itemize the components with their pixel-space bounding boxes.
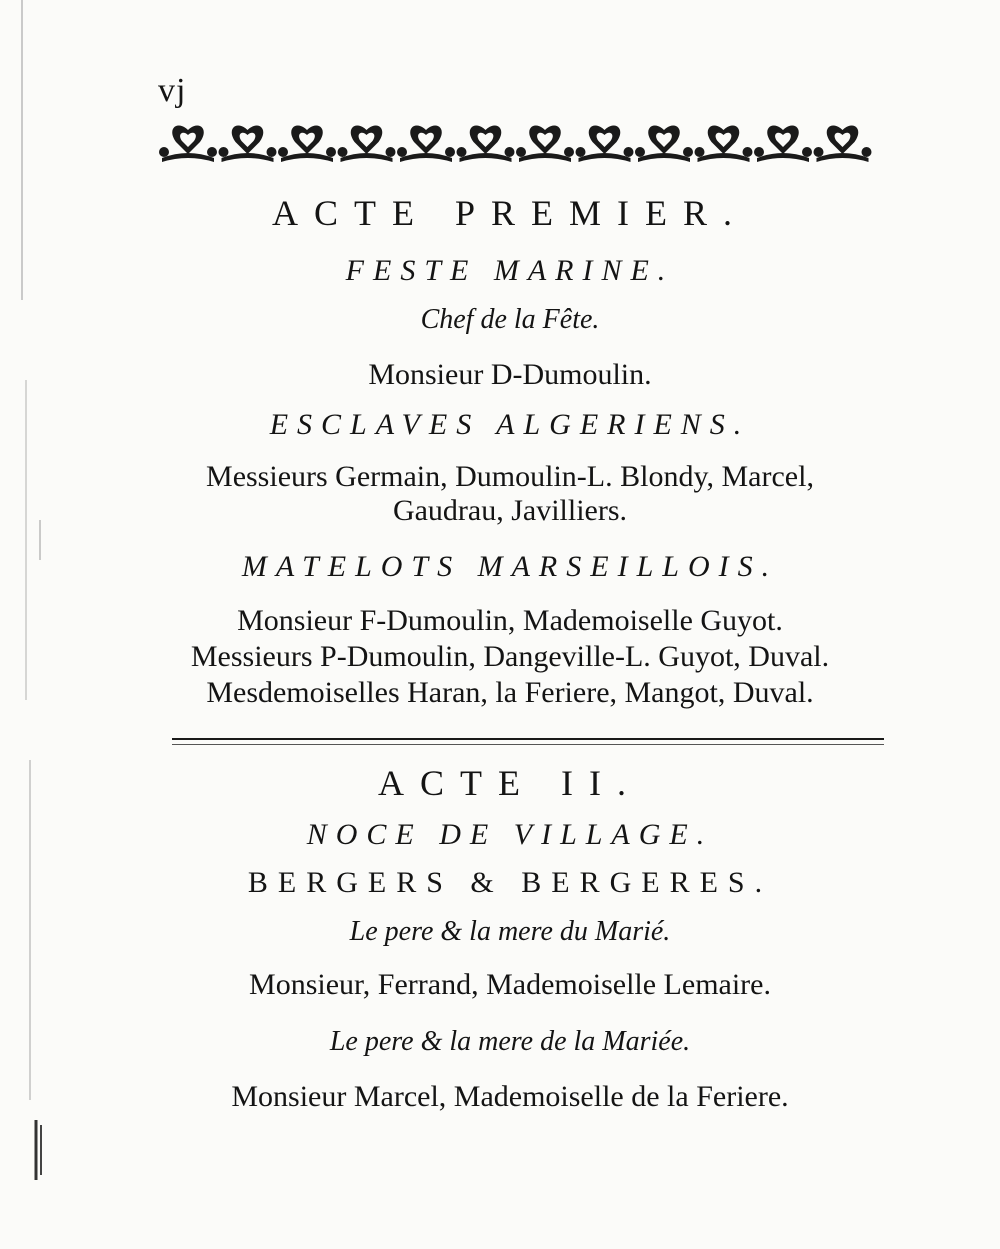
parents-groom-heading: Le pere & la mere du Marié.: [349, 916, 671, 947]
fleuron-motif: [576, 126, 634, 162]
fleuron-ornament-band: [158, 120, 872, 166]
act-1-title: ACTE PREMIER.: [271, 193, 748, 233]
fleuron-motif: [219, 126, 277, 162]
fleuron-motif: [814, 126, 872, 162]
matelots-line-2: Messieurs P-Dumoulin, Dangeville-L. Guyot, Duval.: [190, 640, 830, 673]
parents-groom-names: Monsieur, Ferrand, Mademoiselle Lemaire.: [249, 968, 771, 1001]
fleuron-motif: [635, 126, 693, 162]
esclaves-line-1: Messieurs Germain, Dumoulin-L. Blondy, Marcel,: [206, 460, 814, 493]
fleuron-motif: [278, 126, 336, 162]
section-divider: [172, 738, 884, 740]
act-2-title: ACTE II.: [378, 763, 642, 803]
fleuron-motif: [457, 126, 515, 162]
esclaves-line-2: Gaudrau, Javilliers.: [392, 494, 628, 527]
matelots-line-1: Monsieur F-Dumoulin, Mademoiselle Guyot.: [237, 604, 783, 637]
chef-name: Monsieur D-Dumoulin.: [368, 358, 652, 391]
parents-bride-heading: Le pere & la mere de la Mariée.: [329, 1026, 691, 1057]
bergers-heading: BERGERS & BERGERES.: [247, 866, 773, 899]
act-2-subtitle: NOCE DE VILLAGE.: [306, 818, 714, 851]
section-divider-thin: [172, 744, 884, 745]
matelots-heading: MATELOTS MARSEILLOIS.: [241, 550, 779, 583]
esclaves-heading: ESCLAVES ALGERIENS.: [269, 408, 751, 441]
binding-gutter-marks: [0, 0, 50, 1249]
act-1-subtitle: FESTE MARINE.: [345, 254, 675, 287]
fleuron-motif: [516, 126, 574, 162]
fleuron-motif: [397, 126, 455, 162]
chef-heading: Chef de la Fête.: [420, 304, 600, 335]
fleuron-motif: [159, 126, 217, 162]
parents-bride-names: Monsieur Marcel, Mademoiselle de la Feriere.: [231, 1080, 789, 1113]
fleuron-motif: [695, 126, 753, 162]
matelots-line-3: Mesdemoiselles Haran, la Feriere, Mangot, Duval.: [206, 676, 814, 709]
fleuron-motif: [338, 126, 396, 162]
fleuron-motif: [754, 126, 812, 162]
page-number: vj: [158, 72, 187, 109]
